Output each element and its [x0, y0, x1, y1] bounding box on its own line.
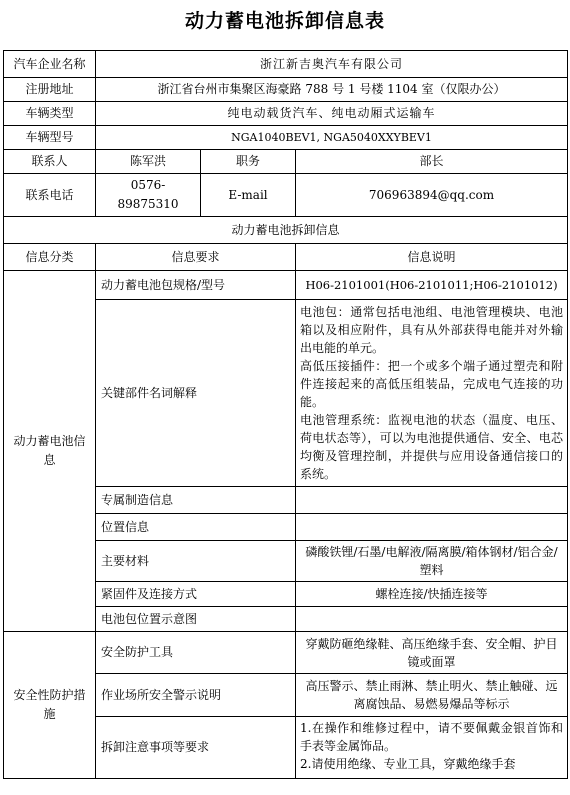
terms-label: 关键部件名词解释 — [96, 300, 296, 487]
position-value: 部长 — [296, 150, 568, 174]
battery-category: 动力蓄电池信息 — [4, 271, 96, 632]
position-label: 职务 — [201, 150, 296, 174]
header-row — [4, 244, 568, 271]
vehicle-model-value: NGA1040BEV1, NGA5040XXYBEV1 — [96, 126, 568, 150]
section-title-row — [4, 217, 568, 244]
contact-row — [4, 150, 568, 174]
email-label: E-mail — [201, 174, 296, 217]
warnings-label: 作业场所安全警示说明 — [96, 674, 296, 717]
materials-label: 主要材料 — [96, 541, 296, 582]
company-name-row — [4, 51, 568, 78]
contact-value: 陈军洪 — [96, 150, 201, 174]
warnings-value: 高压警示、禁止雨淋、禁止明火、禁止触碰、远离腐蚀品、易燃易爆品等标示 — [296, 674, 568, 717]
vehicle-model-label: 车辆型号 — [4, 126, 96, 150]
notes-value — [296, 717, 568, 779]
phone-row — [4, 174, 568, 217]
vehicle-type-value: 纯电动载货汽车、纯电动厢式运输车 — [96, 102, 568, 126]
phone-label: 联系电话 — [4, 174, 96, 217]
address-label: 注册地址 — [4, 78, 96, 102]
company-name-label: 汽车企业名称 — [4, 51, 96, 78]
section-title: 动力蓄电池拆卸信息 — [4, 217, 568, 244]
address-row — [4, 78, 568, 102]
safety-category: 安全性防护措施 — [4, 632, 96, 779]
fasteners-value: 螺栓连接/快插连接等 — [296, 582, 568, 607]
materials-value: 磷酸铁锂/石墨/电解液/隔离膜/箱体钢材/铝合金/塑料 — [296, 541, 568, 582]
contact-label: 联系人 — [4, 150, 96, 174]
note-item-2: 2.请使用绝缘、专业工具，穿戴绝缘手套 — [300, 757, 516, 771]
term-battery-pack: 电池包：通常包括电池组、电池管理模块、电池箱以及相应附件，具有从外部获得电能并对外输出电能的单元。 — [300, 305, 564, 355]
fasteners-label: 紧固件及连接方式 — [96, 582, 296, 607]
tools-label: 安全防护工具 — [96, 632, 296, 674]
terms-value — [296, 300, 568, 487]
location-value — [296, 514, 568, 541]
notes-label: 拆卸注意事项等要求 — [96, 717, 296, 779]
phone-value: 0576-89875310 — [96, 174, 201, 217]
address-value: 浙江省台州市集聚区海豪路 788 号 1 号楼 1104 室（仅限办公） — [96, 78, 568, 102]
company-name-value: 浙江新吉奥汽车有限公司 — [96, 51, 568, 78]
manufacture-label: 专属制造信息 — [96, 487, 296, 514]
vehicle-type-row — [4, 102, 568, 126]
term-connector: 高低压接插件：把一个或多个端子通过塑壳和附件连接起来的高低压组装品，完成电气连接的功能。 — [300, 359, 564, 409]
email-value: 706963894@qq.com — [296, 174, 568, 217]
note-item-1: 1.在操作和维修过程中，请不要佩戴金银首饰和手表等金属饰品。 — [300, 721, 564, 753]
header-description: 信息说明 — [296, 244, 568, 271]
battery-spec-value: H06-2101001(H06-2101011;H06-2101012) — [296, 271, 568, 300]
battery-spec-label: 动力蓄电池包规格/型号 — [96, 271, 296, 300]
header-category: 信息分类 — [4, 244, 96, 271]
header-requirement: 信息要求 — [96, 244, 296, 271]
vehicle-model-row — [4, 126, 568, 150]
document-title: 动力蓄电池拆卸信息表 — [184, 10, 385, 32]
tools-row — [4, 632, 568, 674]
manufacture-value — [296, 487, 568, 514]
location-label: 位置信息 — [96, 514, 296, 541]
diagram-label: 电池包位置示意图 — [96, 607, 296, 632]
term-bms: 电池管理系统：监视电池的状态（温度、电压、荷电状态等），可以为电池提供通信、安全、电芯均衡及管理控制，并提供与应用设备通信接口的系统。 — [300, 413, 564, 481]
battery-spec-row — [4, 271, 568, 300]
tools-value: 穿戴防砸绝缘鞋、高压绝缘手套、安全帽、护目镜或面罩 — [296, 632, 568, 674]
diagram-value — [296, 607, 568, 632]
vehicle-type-label: 车辆类型 — [4, 102, 96, 126]
battery-disassembly-table — [3, 50, 568, 779]
